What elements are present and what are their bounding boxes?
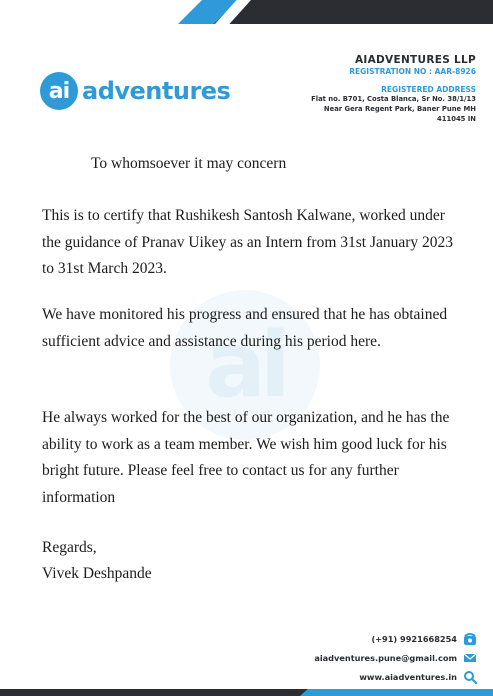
phone-icon bbox=[462, 631, 477, 646]
logo-word: adventures bbox=[82, 77, 231, 105]
email-text: aiadventures.pune@gmail.com bbox=[314, 652, 457, 663]
phone-text: (+91) 9921668254 bbox=[371, 633, 457, 644]
salutation: To whomsoever it may concern bbox=[91, 155, 287, 172]
footer-band-blue bbox=[300, 689, 493, 696]
closing-block bbox=[42, 535, 152, 587]
address-line-1: Flat no. B701, Costa Blanca, Sr No. 38/1/13 bbox=[311, 95, 476, 103]
contact-list bbox=[314, 629, 477, 686]
closing-regards: Regards, bbox=[42, 539, 97, 556]
logo-mark: ai bbox=[40, 72, 78, 110]
address-line-2: Near Gera Regent Park, Baner Pune MH bbox=[323, 105, 476, 113]
registration-number: REGISTRATION NO : AAR-8926 bbox=[349, 67, 476, 76]
mail-icon bbox=[462, 650, 477, 665]
contact-website bbox=[314, 667, 477, 686]
paragraph-progress: We have monitored his progress and ensured that he has obtained sufficient advice and assistance during his period here. bbox=[42, 306, 448, 350]
company-block bbox=[311, 54, 476, 124]
registered-address-title: REGISTERED ADDRESS bbox=[381, 85, 476, 94]
website-text: www.aiadventures.in bbox=[359, 671, 457, 682]
paragraph-certification: This is to certify that Rushikesh Santosh Kalwane, worked under the guidance of Pranav Uikey as an Intern from 31st January 2023 to 31st March 2023. bbox=[42, 207, 454, 277]
search-icon bbox=[462, 669, 477, 684]
signatory-name: Vivek Deshpande bbox=[42, 565, 152, 582]
contact-phone bbox=[314, 629, 477, 648]
company-logo bbox=[40, 72, 230, 110]
company-name: AIADVENTURES LLP bbox=[354, 54, 476, 66]
paragraph-wishes: He always worked for the best of our organization, and he has the ability to work as a team member. We wish him good luck for his bright future. Please feel free to contact us for any further information bbox=[42, 409, 450, 506]
contact-email bbox=[314, 648, 477, 667]
address-line-3: 411045 IN bbox=[437, 115, 476, 123]
logo-watermark: ai bbox=[170, 290, 320, 440]
header-band-dark bbox=[205, 0, 493, 24]
